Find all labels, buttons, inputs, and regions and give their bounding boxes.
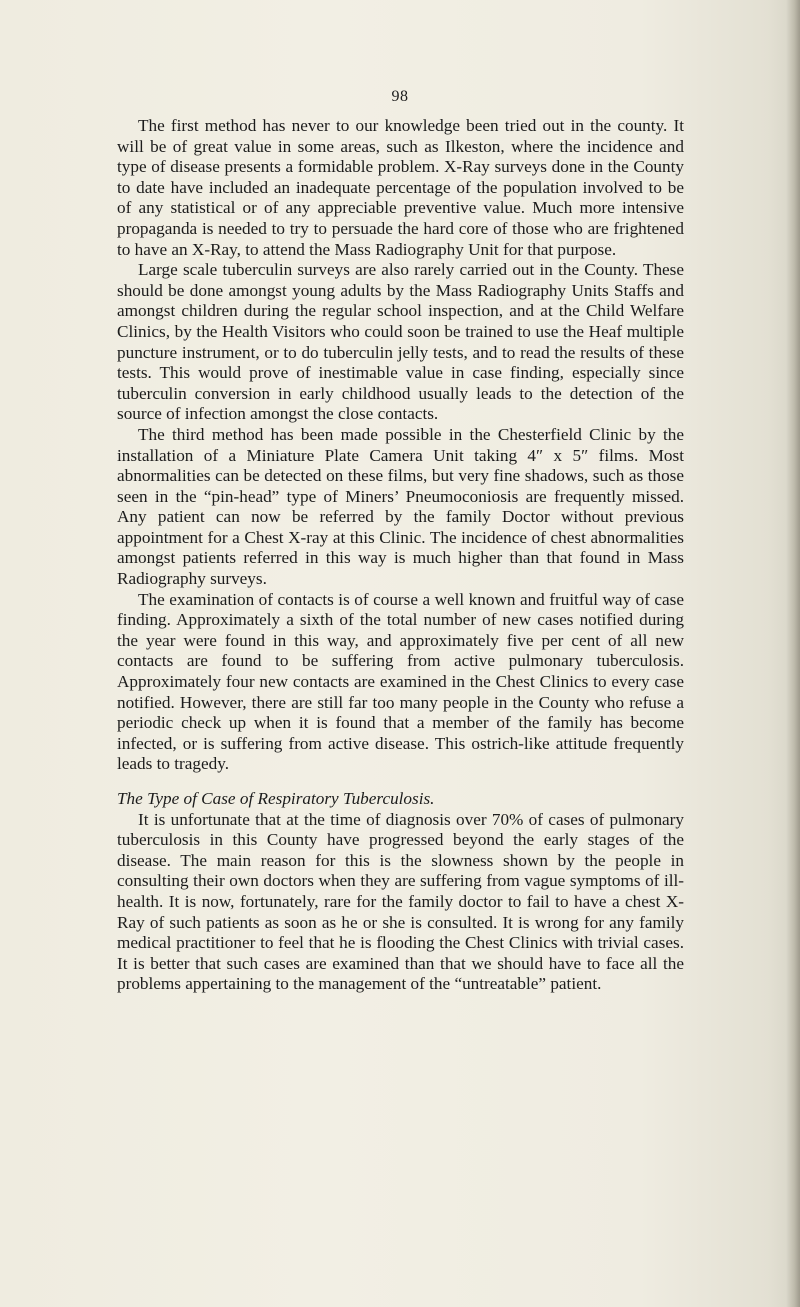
page-number: 98 [391, 88, 409, 105]
paragraph-contact-examination: The examination of contacts is of course a well known and fruitful way of case finding. Approximately a sixth of the total number of new cases notified during the year were found in this way, and approximately five per cent of all new contacts are found to be suffering from active pulmonary tuberculosis. Approximately four new contacts are examined in the Chest Clinics to every case notified. However, there are still far too many people in the County who refuse a periodic check up when it is found that a member of the family has become infected, or is suffering from active disease. This ostrich-like attitude frequently leads to tragedy. [117, 589, 684, 774]
paragraph-type-of-case: It is unfortunate that at the time of diagnosis over 70% of cases of pulmonary tuberculosis in this County have progressed beyond the early stages of the disease. The main reason for this is the slowness shown by the people in consulting their own doctors when they are suffering from vague symptoms of ill-health. It is now, fortunately, rare for the family doctor to fail to have a chest X-Ray of such patients as soon as he or she is consulted. It is wrong for any family medical practitioner to feel that he is flooding the Chest Clinics with trivial cases. It is better that such cases are examined than that we should have to face all the problems appertaining to the management of the “untreatable” patient. [117, 809, 684, 994]
page-edge-shadow [786, 0, 800, 1307]
section-heading: The Type of Case of Respiratory Tuberculosis. [117, 789, 435, 808]
paragraph-case-finding-methods: The first method has never to our knowledge been tried out in the county. It will be of great value in some areas, such as Ilkeston, where the incidence and type of disease presents a formidable problem. X-Ray surveys done in the County to date have included an inadequate percentage of the population involved to be of any statistical or of any appreciable preventive value. Much more intensive propaganda is needed to try to persuade the hard core of those who are frightened to have an X-Ray, to attend the Mass Radiography Unit for that purpose. [117, 116, 684, 259]
paragraph-tuberculin-surveys: Large scale tuberculin surveys are also rarely carried out in the County. These should be done amongst young adults by the Mass Radiography Units Staffs and amongst children during the regular school inspection, and at the Child Welfare Clinics, by the Health Visitors who could soon be trained to use the Heaf multiple puncture instrument, or to do tuberculin jelly tests, and to read the results of these tests. This would prove of inestimable value in case finding, especially since tuberculin conversion in early childhood usually leads to the detection of the source of infection amongst the close contacts. [117, 260, 684, 424]
body-text [117, 116, 684, 995]
paragraph-miniature-plate-camera: The third method has been made possible in the Chesterfield Clinic by the installation of a Miniature Plate Camera Unit taking 4″ x 5″ films. Most abnormalities can be detected on these films, but very fine shadows, such as those seen in the “pin-head” type of Miners’ Pneumoconiosis are frequently missed. Any patient can now be referred by the family Doctor without previous appointment for a Chest X-ray at this Clinic. The incidence of chest abnormalities amongst patients referred in this way is much higher than that found in Mass Radiography surveys. [117, 424, 684, 589]
